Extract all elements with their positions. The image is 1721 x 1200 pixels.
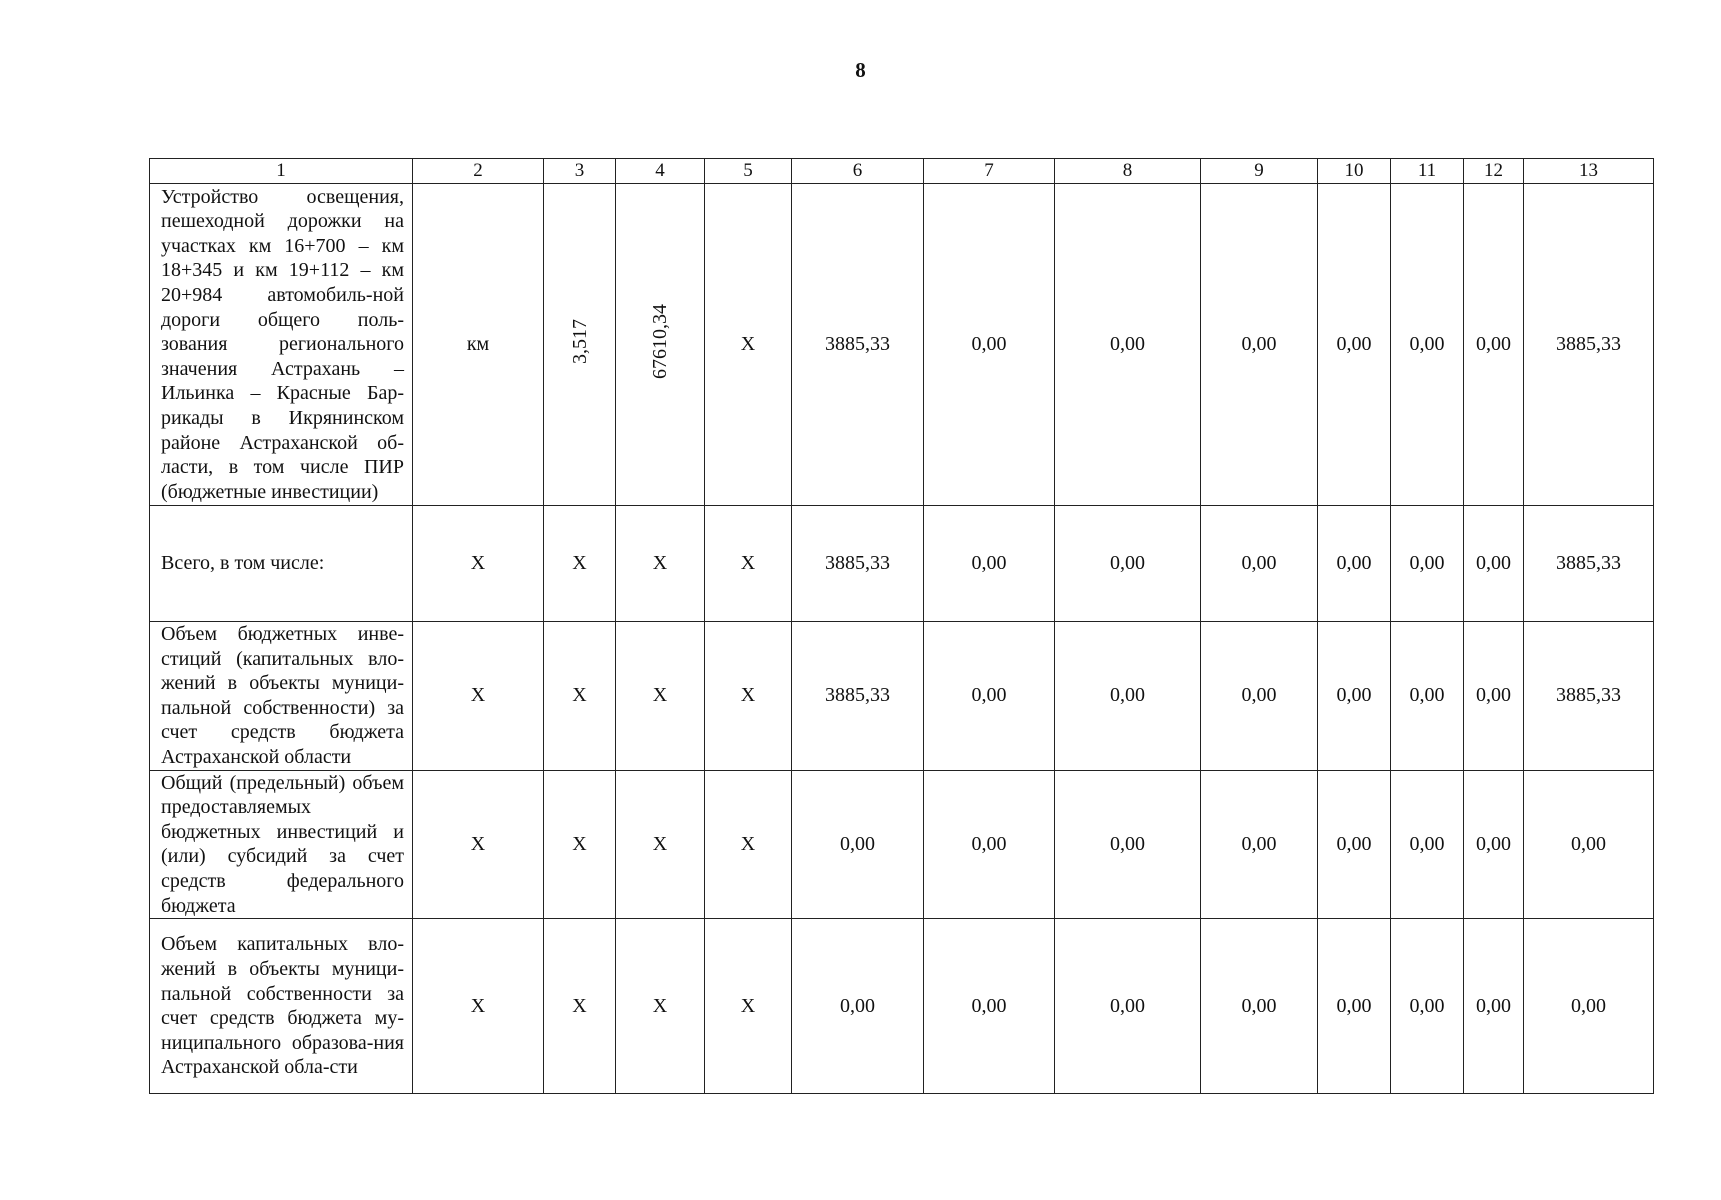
value-cell: 3885,33 — [1524, 622, 1654, 771]
value-cell: X — [413, 770, 544, 919]
header-row — [150, 159, 1654, 184]
value-cell: X — [544, 770, 616, 919]
value-cell: 0,00 — [1524, 770, 1654, 919]
value-cell: 3885,33 — [1524, 506, 1654, 622]
value-cell: 0,00 — [1055, 184, 1201, 506]
value-cell: X — [616, 770, 705, 919]
value-cell: 0,00 — [1201, 506, 1318, 622]
value-cell: X — [544, 622, 616, 771]
value-cell: X — [705, 622, 792, 771]
value-cell: 0,00 — [924, 506, 1055, 622]
value-cell: 3885,33 — [1524, 184, 1654, 506]
row-description: Объем бюджетных инве-стиций (капитальных вло-жений в объекты муници-пальной собственности) за счет средств бюджета Астраханской области — [150, 622, 413, 771]
row-description: Общий (предельный) объем предоставляемых бюджетных инвестиций и (или) субсидий за счет средств федерального бюджета — [150, 770, 413, 919]
value-cell: 0,00 — [1318, 770, 1391, 919]
value-cell: 0,00 — [924, 184, 1055, 506]
value-cell: 0,00 — [1055, 770, 1201, 919]
value-cell: X — [616, 622, 705, 771]
column-number: 9 — [1201, 159, 1318, 184]
value-cell: 0,00 — [1464, 184, 1524, 506]
value-cell: 0,00 — [1391, 919, 1464, 1094]
column-number: 11 — [1391, 159, 1464, 184]
value-cell: 0,00 — [924, 770, 1055, 919]
value-cell: 0,00 — [1201, 184, 1318, 506]
value-cell: 3885,33 — [792, 506, 924, 622]
value-cell: 0,00 — [1318, 919, 1391, 1094]
value-cell: X — [413, 622, 544, 771]
value-cell: X — [705, 919, 792, 1094]
value-cell: X — [616, 506, 705, 622]
value-cell: 0,00 — [1464, 770, 1524, 919]
column-number: 12 — [1464, 159, 1524, 184]
value-cell: X — [705, 506, 792, 622]
column-number: 7 — [924, 159, 1055, 184]
row-description: Всего, в том числе: — [150, 506, 413, 622]
value-cell: 0,00 — [1524, 919, 1654, 1094]
table-row-municipal-budget — [150, 919, 1654, 1094]
value-cell: X — [705, 184, 792, 506]
value-cell: X — [705, 770, 792, 919]
value-cell: 0,00 — [1318, 506, 1391, 622]
column-number: 8 — [1055, 159, 1201, 184]
value-cell: 0,00 — [792, 919, 924, 1094]
value-cell: 0,00 — [1201, 770, 1318, 919]
row-description: Объем капитальных вло-жений в объекты муници-пальной собственности за счет средств бюджета му-ниципального образова-ния Астраханской обла-сти — [150, 919, 413, 1094]
table-row-federal-budget — [150, 770, 1654, 919]
data-table — [149, 158, 1654, 1094]
value-cell: 3885,33 — [792, 622, 924, 771]
column-number: 5 — [705, 159, 792, 184]
value-cell: 0,00 — [1055, 622, 1201, 771]
table-row-regional-budget — [150, 622, 1654, 771]
column-number: 3 — [544, 159, 616, 184]
value-cell: 0,00 — [1464, 919, 1524, 1094]
table-row-project — [150, 184, 1654, 506]
value-cell: X — [413, 919, 544, 1094]
value-cell: 0,00 — [1391, 622, 1464, 771]
capacity-value: 3,517 — [568, 318, 591, 364]
value-cell: 0,00 — [1391, 184, 1464, 506]
value-cell: 0,00 — [1055, 919, 1201, 1094]
column-number: 13 — [1524, 159, 1654, 184]
column-number: 6 — [792, 159, 924, 184]
value-cell: 0,00 — [924, 919, 1055, 1094]
value-cell: X — [413, 506, 544, 622]
estimated-cost-value: 67610,34 — [649, 303, 671, 379]
column-number: 10 — [1318, 159, 1391, 184]
value-cell: 0,00 — [1391, 770, 1464, 919]
value-cell: X — [544, 506, 616, 622]
value-cell: 0,00 — [1464, 506, 1524, 622]
page-number: 8 — [855, 58, 866, 82]
row-description: Устройство освещения, пешеходной дорожки на участках км 16+700 – км 18+345 и км 19+112 – км 20+984 автомобиль-ной дороги общего поль-зования регионального значения Астрахань – Ильинка – Красные Бар-рикады в Икрянинском районе Астраханской об-ласти, в том числе ПИР (бюджетные инвестиции) — [150, 184, 413, 506]
rotated-cell — [616, 184, 705, 506]
value-cell: X — [616, 919, 705, 1094]
value-cell: 0,00 — [924, 622, 1055, 771]
value-cell: 0,00 — [1318, 184, 1391, 506]
column-number: 4 — [616, 159, 705, 184]
column-number: 1 — [150, 159, 413, 184]
table-row-total — [150, 506, 1654, 622]
rotated-cell — [544, 184, 616, 506]
value-cell: 0,00 — [792, 770, 924, 919]
value-cell: 0,00 — [1464, 622, 1524, 771]
value-cell: 0,00 — [1201, 622, 1318, 771]
unit-cell: км — [413, 184, 544, 506]
value-cell: 0,00 — [1391, 506, 1464, 622]
value-cell: X — [544, 919, 616, 1094]
value-cell: 0,00 — [1318, 622, 1391, 771]
value-cell: 3885,33 — [792, 184, 924, 506]
column-number: 2 — [413, 159, 544, 184]
value-cell: 0,00 — [1201, 919, 1318, 1094]
value-cell: 0,00 — [1055, 506, 1201, 622]
